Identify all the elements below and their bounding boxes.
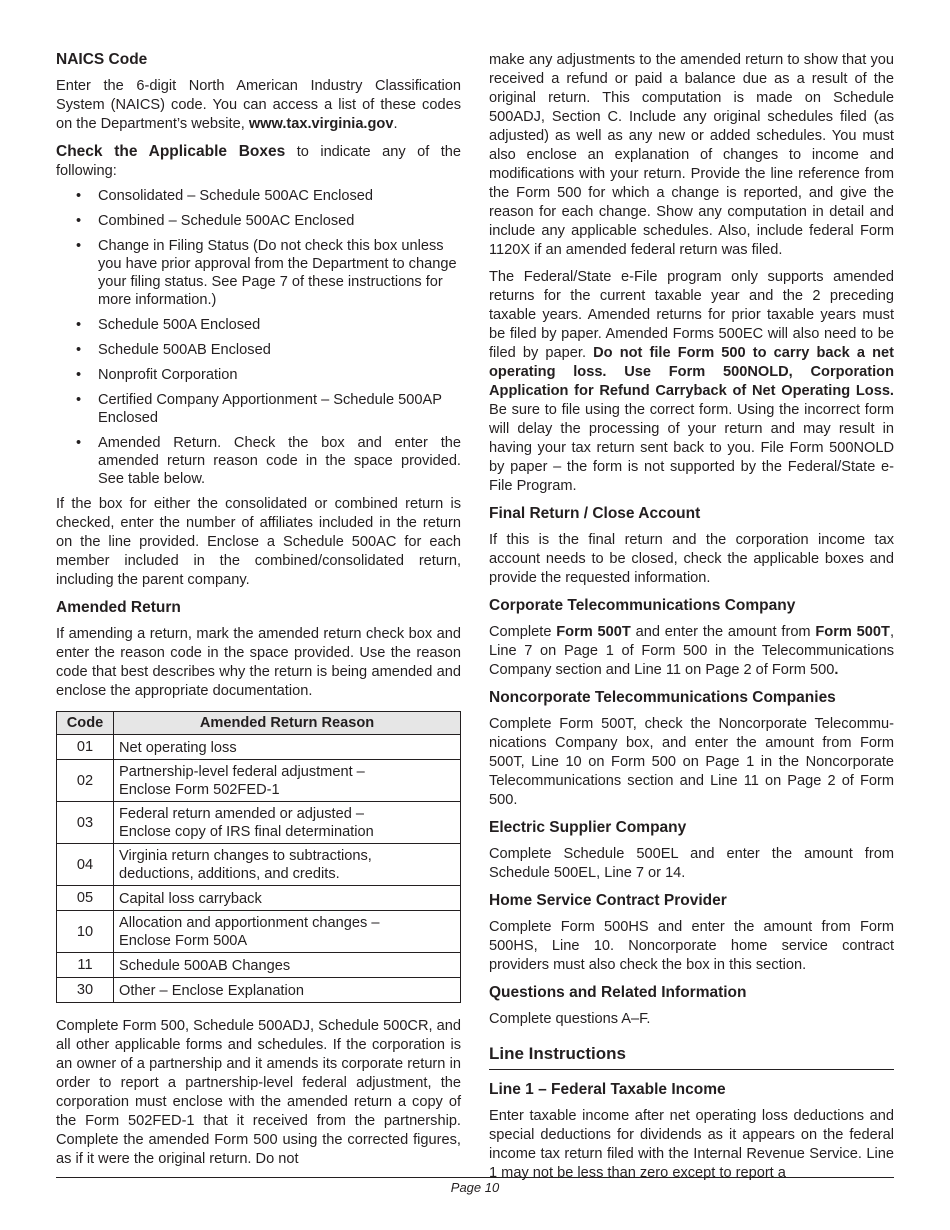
reason-code-cell: 11 [57,953,114,978]
table-row [57,802,461,844]
final-return-text: If this is the final return and the corporation income tax account needs to be closed, check the applicable boxes and provide the requested information. [489,532,894,586]
reason-code-cell: 01 [57,735,114,760]
tax-website-link[interactable]: www.tax.virginia.gov [248,116,394,132]
list-item: • Certified Company Apportionment – Schedule 500AP Enclosed [76,392,442,426]
naics-heading: NAICS Code [56,51,148,68]
list-item: • Schedule 500A Enclosed [76,317,261,333]
reason-text-cell: Virginia return changes to subtractions, deductions, additions, and credits. [114,844,461,886]
reason-text-cell: Net operating loss [114,735,461,760]
affiliates-text: If the box for either the consolidated or combined return is checked, enter the number of affiliates included in the return on the line provided. Enclose a Schedule 500AC for each member included in the combined/consolidated return, including the parent company. [56,496,461,588]
reason-code-cell: 02 [57,760,114,802]
table-header-row [57,712,461,735]
code-column-header: Code [57,712,114,735]
list-item: • Nonprofit Corporation [76,367,238,383]
reason-text-cell: Other – Enclose Explanation [114,978,461,1003]
list-item: • Schedule 500AB Enclosed [76,342,271,358]
table-row [57,886,461,911]
page-number: Page 10 [450,1180,500,1195]
footer-divider [56,1177,894,1178]
reason-text-cell: Capital loss carryback [114,886,461,911]
right-column [489,50,894,1191]
amended-return-heading: Amended Return [56,599,181,616]
table-row [57,735,461,760]
naics-text: Enter the 6-digit North American Industry Classification System (NAICS) code. You can access a list of these codes on the Department’s website, www.tax.virginia.gov. [56,78,461,132]
reason-text-cell: Allocation and apportionment changes – Enclose Form 500A [114,911,461,953]
reason-code-cell: 04 [57,844,114,886]
corp-telecom-heading: Corporate Telecommunications Company [489,597,796,614]
list-item: • Consolidated – Schedule 500AC Enclosed [76,188,374,204]
check-boxes-heading: Check the Applicable Boxes [56,143,286,160]
check-boxes-list [56,187,461,488]
table-row [57,911,461,953]
amended-return-text: If amending a return, mark the amended return check box and enter the reason code in the space provided. Use the reason code that best describes why the return is being amended and enclose the appropriate documentation. [56,626,461,699]
left-column [56,50,461,1177]
reason-column-header: Amended Return Reason [114,712,461,735]
list-item: • Change in Filing Status (Do not check this box unless you have prior approval from the Department to change your filing status. See Page 7 of these instructions for more information.) [76,238,457,308]
noncorp-telecom-heading: Noncorporate Telecommunications Companies [489,689,836,706]
list-item: • Combined – Schedule 500AC Enclosed [76,213,355,229]
amended-reason-table [56,711,461,1003]
table-body [57,735,461,1003]
line1-heading: Line 1 – Federal Taxable Income [489,1081,726,1098]
corp-telecom-text: Complete Form 500T and enter the amount from Form 500T, Line 7 on Page 1 of Form 500 in the Telecommunications Company section and Line 11 on Page 2 of Form 500. [489,624,895,678]
section-divider [489,1069,894,1070]
table-row [57,844,461,886]
table-row [57,953,461,978]
efile-text: The Federal/State e-File program only supports amended returns for the current taxable year and the 2 preceding taxable years. Amended returns for prior taxable years must be filed by paper. Amended Forms 500EC will also need to be filed by paper. Do not file Form 500 to carry back a net operating loss. Use Form 500NOLD, Corporation Application for Refund Carryback of Net Operating Loss. Be sure to file using the correct form. Using the incorrect form will delay the processing of your return and may result in having your tax return sent back to you. File Form 500NOLD by paper – the form is not supported by the Federal/State e-File Program. [489,269,894,494]
complete-form-text: Complete Form 500, Schedule 500ADJ, Schedule 500CR, and all other applicable forms and schedules. If the corporation is an owner of a partnership and it amends its corporate return in order to report a partnership-level federal adjustment, the corporation must enclose with the amended return a copy of the Form 502FED-1 that it received from the partnership. Complete the amended Form 500 using the corrected figures, as if it were the original return. Do not [56,1018,461,1167]
final-return-heading: Final Return / Close Account [489,505,701,522]
table-row [57,760,461,802]
check-boxes-intro: Check the Applicable Boxes to indicate any of the following: [56,143,461,179]
list-item: • Amended Return. Check the box and enter the amended return reason code in the space provided. See table below. [76,435,461,487]
home-service-heading: Home Service Contract Provider [489,892,727,909]
line-instructions-heading: Line Instructions [489,1044,626,1063]
reason-code-cell: 05 [57,886,114,911]
questions-text: Complete questions A–F. [489,1011,651,1027]
reason-text-cell: Schedule 500AB Changes [114,953,461,978]
noncorp-telecom-text: Complete Form 500T, check the Noncorporate Telecommunications Company box, and enter the amount from Form 500T, Line 10 on Form 500 on Page 1 in the Noncorporate Telecommunications section and Line 11 on Page 2 of Form 500. [489,716,894,808]
reason-code-cell: 03 [57,802,114,844]
electric-supplier-heading: Electric Supplier Company [489,819,687,836]
reason-text-cell: Federal return amended or adjusted – Enclose copy of IRS final determination [114,802,461,844]
reason-code-cell: 10 [57,911,114,953]
table-row [57,978,461,1003]
home-service-text: Complete Form 500HS and enter the amount from Form 500HS, Line 10. Noncorporate home service contract providers must also check the box in this section. [489,919,894,973]
line1-text: Enter taxable income after net operating loss deductions and special deductions for dividends as it appears on the federal income tax return filed with the Internal Revenue Service. Line 1 may not be less than zero except to report a [489,1108,894,1181]
electric-supplier-text: Complete Schedule 500EL and enter the amount from Schedule 500EL, Line 7 or 14. [489,846,894,881]
reason-code-cell: 30 [57,978,114,1003]
reason-text-cell: Partnership-level federal adjustment – Enclose Form 502FED-1 [114,760,461,802]
continued-text: make any adjustments to the amended return to show that you received a refund or paid a balance due as a result of the original return. This computation is made on Schedule 500ADJ, Section C. Include any original schedules filed (as adjusted) as well as any new or added schedules. You must also enclose an explanation of changes to income and modifications with your return. Provide the line reference from the Form 500 for which a change is reported, and give the reason for each change. Show any computation in detail and include any applicable schedules. Also, include federal Form 1120X if an amended federal return was filed. [489,52,894,258]
questions-heading: Questions and Related Information [489,984,747,1001]
